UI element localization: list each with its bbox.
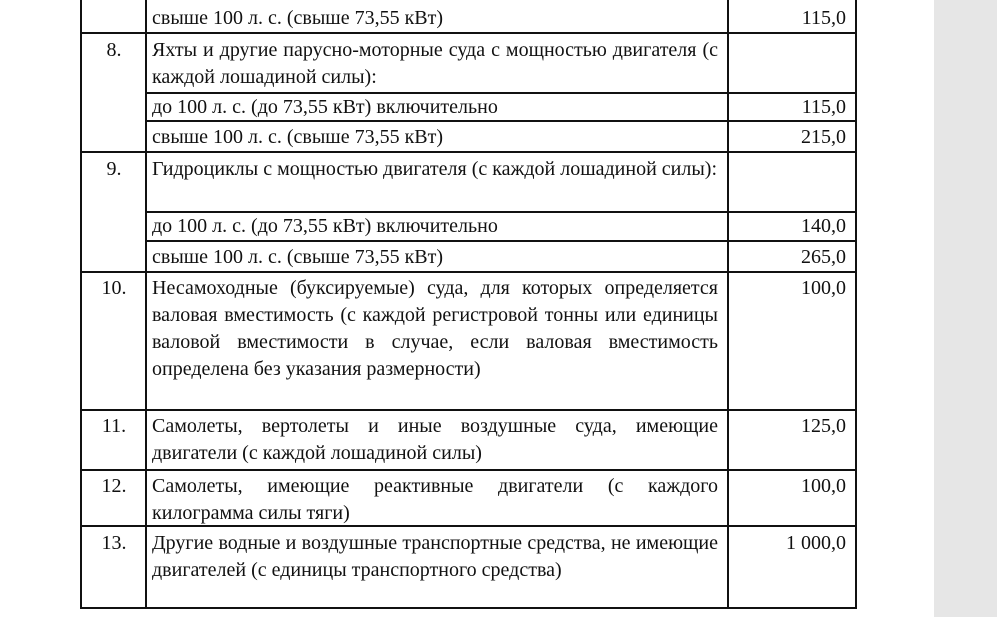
row-value: 265,0 [801,246,846,268]
row-divider [80,469,857,471]
row-text: свыше 100 л. с. (свыше 73,55 кВт) [152,126,444,148]
row-value: 215,0 [801,126,846,148]
row-number: 8. [106,39,122,61]
row-number: 11. [101,415,127,437]
row-text: до 100 л. с. (до 73,55 кВт) включительно [152,215,498,237]
row-text: Самолеты, имеющие реактивные двигатели (с каждого килограмма силы тяги) [152,475,718,524]
row-text: Несамоходные (буксируемые) суда, для которых определяется валовая вместимость (с каждой регистровой тонны или единицы валовой вместимости в случае, если валовая вместимость определена без указания размерности) [152,277,718,380]
row-text: Гидроциклы с мощностью двигателя (с каждой лошадиной силы): [152,158,717,180]
row-number: 12. [101,475,127,497]
row-text: Яхты и другие парусно-моторные суда с мощностью двигателя (с каждой лошадиной силы): [152,39,718,88]
row-value: 100,0 [801,475,846,497]
right-margin-strip [934,0,997,617]
table-left-border [80,0,82,609]
row-divider [80,32,857,34]
row-text: свыше 100 л. с. (свыше 73,55 кВт) [152,246,444,268]
row-divider [145,240,857,242]
row-divider [80,409,857,411]
table-bottom-border [80,607,857,609]
row-divider [80,271,857,273]
row-value: 100,0 [801,277,846,299]
row-number: 13. [101,532,127,554]
row-value: 1 000,0 [786,532,846,554]
row-text: до 100 л. с. (до 73,55 кВт) включительно [152,96,498,118]
row-text: Другие водные и воздушные транспортные средства, не имеющие двигателей (с единицы транспортного средства) [152,532,718,581]
row-value: 115,0 [801,96,846,118]
row-value: 115,0 [801,7,846,29]
row-value: 125,0 [801,415,846,437]
row-text: свыше 100 л. с. (свыше 73,55 кВт) [152,7,444,29]
row-value: 140,0 [801,215,846,237]
row-text: Самолеты, вертолеты и иные воздушные суда, имеющие двигатели (с каждой лошадиной силы) [152,415,718,464]
row-number: 9. [106,158,122,180]
row-number: 10. [101,277,127,299]
row-divider [80,151,857,153]
